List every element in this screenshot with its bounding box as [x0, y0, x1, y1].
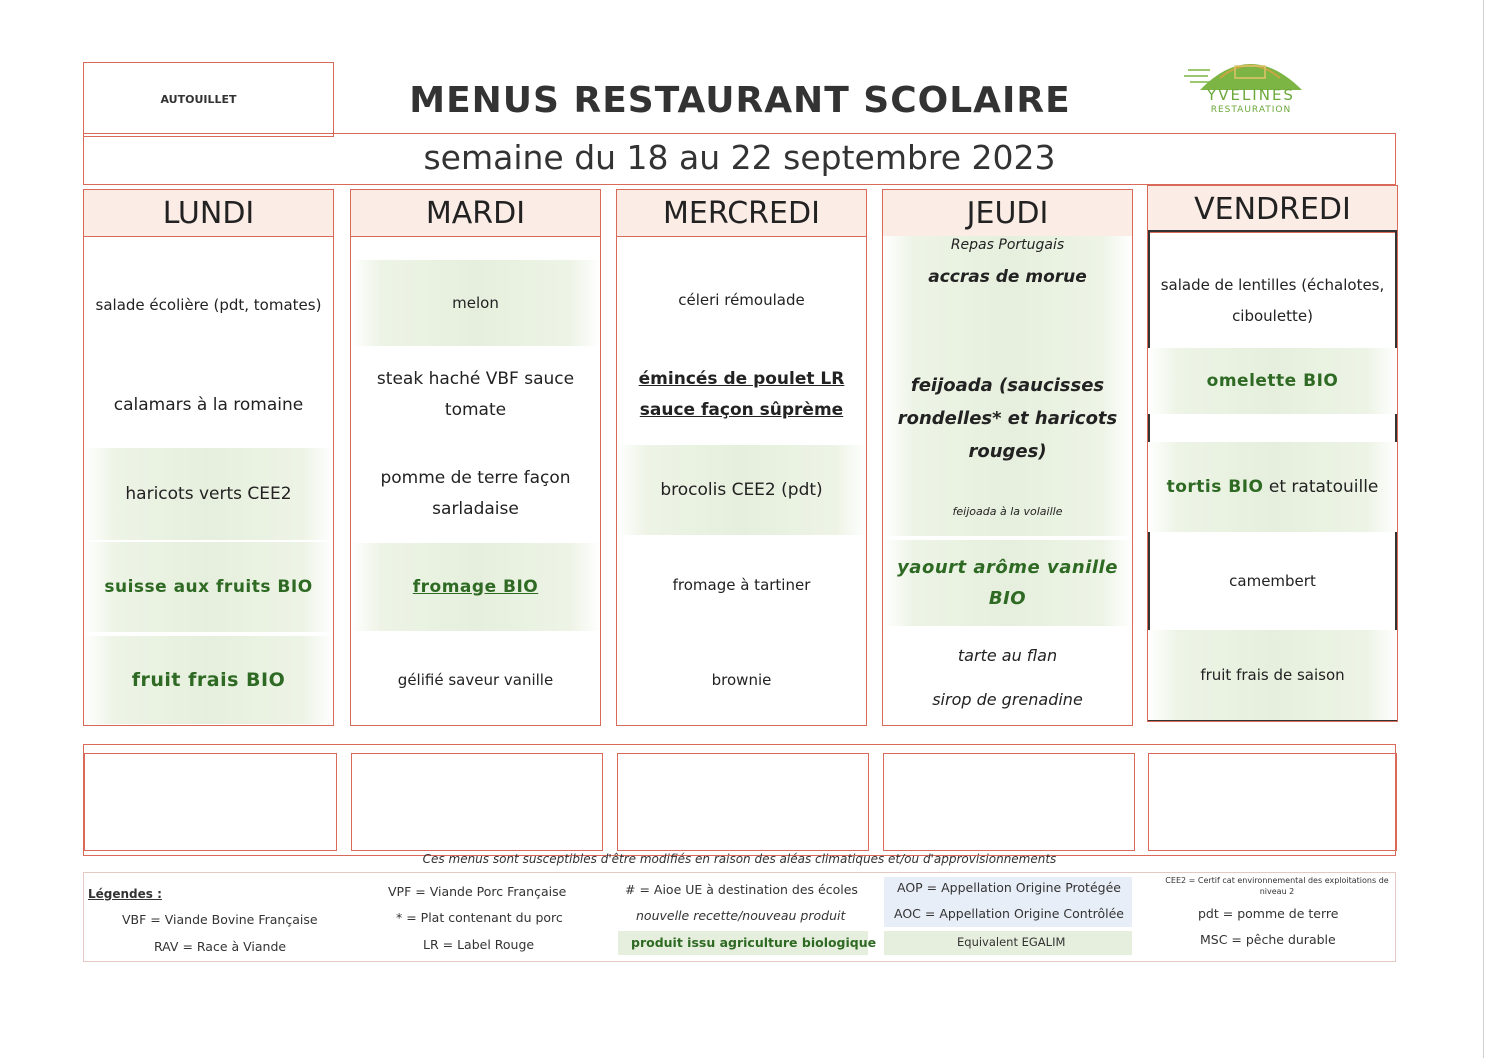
- menu-dessert-mardi: gélifié saveur vanille: [397, 670, 554, 689]
- menu-plat-mercredi-line1: émincés de poulet LR: [638, 369, 845, 389]
- legend-aioe: # = Aioe UE à destination des écoles: [625, 882, 858, 897]
- menu-boisson-jeudi: sirop de grenadine: [932, 689, 1083, 709]
- menu-garniture-mardi: pomme de terre façon sarladaise: [380, 468, 571, 519]
- legend-cee2: CEE2 = Certif cat environnemental des exploitations de niveau 2: [1165, 876, 1389, 896]
- legend: [83, 872, 1396, 962]
- menu-dessert-jeudi: tarte au flan: [957, 645, 1058, 665]
- page-edge-rule: [1483, 0, 1484, 1058]
- menu-laitage-mardi: fromage BIO: [351, 543, 600, 631]
- menu-garniture-mercredi: brocolis CEE2 (pdt): [617, 445, 866, 535]
- extra-box-jeudi: [883, 753, 1135, 851]
- day-column-mardi: [350, 189, 601, 726]
- menu-laitage-jeudi: yaourt arôme vanille BIO: [883, 540, 1132, 626]
- extra-box-vendredi: [1148, 753, 1397, 851]
- school-name: AUTOUILLET: [160, 93, 237, 106]
- menu-dessert-vendredi: fruit frais de saison: [1148, 630, 1397, 720]
- menu-garniture-lundi: haricots verts CEE2: [84, 448, 333, 540]
- legend-vbf: VBF = Viande Bovine Française: [122, 912, 318, 927]
- legend-title: Légendes :: [88, 887, 162, 901]
- yvelines-restauration-logo: [1180, 48, 1320, 123]
- legend-rav: RAV = Race à Viande: [154, 939, 287, 954]
- disclaimer: Ces menus sont susceptibles d'être modifiés en raison des aléas climatiques et/ou d'approvisionnements: [422, 852, 1057, 866]
- menu-entree-vendredi: salade de lentilles (échalotes, ciboulette): [1160, 276, 1385, 325]
- legend-msc: MSC = pêche durable: [1200, 932, 1336, 947]
- extra-info-row: [83, 744, 1396, 856]
- menu-entree-mardi: melon: [351, 260, 600, 346]
- legend-egalim: Equivalent EGALIM: [957, 935, 1066, 949]
- menu-plat-vendredi: omelette BIO: [1148, 348, 1397, 414]
- legend-vpf: VPF = Viande Porc Française: [388, 884, 567, 899]
- menu-theme-jeudi: Repas Portugais: [950, 236, 1065, 253]
- menu-plat-mercredi: [617, 350, 866, 440]
- legend-lr: LR = Label Rouge: [423, 937, 535, 952]
- day-header-jeudi: JEUDI: [883, 190, 1132, 237]
- extra-box-mercredi: [617, 753, 869, 851]
- legend-aoc: AOC = Appellation Origine Contrôlée: [894, 906, 1124, 921]
- legend-aop: AOP = Appellation Origine Protégée: [897, 880, 1121, 895]
- day-column-lundi: [83, 189, 334, 726]
- legend-bio: produit issu agriculture biologique: [631, 935, 877, 950]
- day-header-lundi: LUNDI: [84, 190, 333, 237]
- extra-box-lundi: [84, 753, 337, 851]
- menu-laitage-vendredi: camembert: [1229, 571, 1316, 590]
- menu-entree-mercredi: céleri rémoulade: [678, 290, 805, 309]
- legend-porc: * = Plat contenant du porc: [396, 910, 563, 925]
- menu-note-jeudi: feijoada à la volaille: [952, 505, 1063, 518]
- day-header-vendredi: VENDREDI: [1148, 186, 1397, 233]
- school-name-box: [83, 62, 334, 137]
- menu-garniture-vendredi-rest: et ratatouille: [1268, 476, 1379, 497]
- menu-garniture-vendredi-bio: tortis BIO: [1166, 476, 1264, 497]
- legend-nouvelle: nouvelle recette/nouveau produit: [636, 908, 846, 923]
- logo-text-restauration: RESTAURATION: [1210, 105, 1292, 115]
- week-title: semaine du 18 au 22 septembre 2023: [423, 138, 1056, 177]
- menu-laitage-lundi: suisse aux fruits BIO: [84, 542, 333, 632]
- menu-dessert-lundi: fruit frais BIO: [84, 636, 333, 724]
- menu-entree-lundi: salade écolière (pdt, tomates): [95, 295, 322, 314]
- menu-plat-mardi: steak haché VBF sauce tomate: [376, 369, 575, 420]
- extra-box-mardi: [351, 753, 603, 851]
- menu-plat-mercredi-line2: sauce façon sûprème: [639, 400, 844, 420]
- logo-text-yvelines: YVELINES: [1207, 86, 1295, 104]
- day-column-vendredi: [1147, 185, 1398, 722]
- menu-plat-jeudi: feijoada (saucisses rondelles* et haricots rouges): [897, 374, 1118, 462]
- menu-dessert-mercredi: brownie: [711, 670, 772, 689]
- legend-pdt: pdt = pomme de terre: [1198, 906, 1339, 921]
- menu-plat-lundi: calamars à la romaine: [113, 394, 304, 415]
- day-column-mercredi: [616, 189, 867, 726]
- day-header-mercredi: MERCREDI: [617, 190, 866, 237]
- menu-garniture-vendredi: [1148, 442, 1397, 532]
- page-title: MENUS RESTAURANT SCOLAIRE: [409, 80, 1071, 121]
- day-column-jeudi: [882, 189, 1133, 726]
- day-header-mardi: MARDI: [351, 190, 600, 237]
- menu-entree-jeudi: accras de morue: [928, 266, 1087, 287]
- menu-laitage-mercredi: fromage à tartiner: [672, 575, 811, 594]
